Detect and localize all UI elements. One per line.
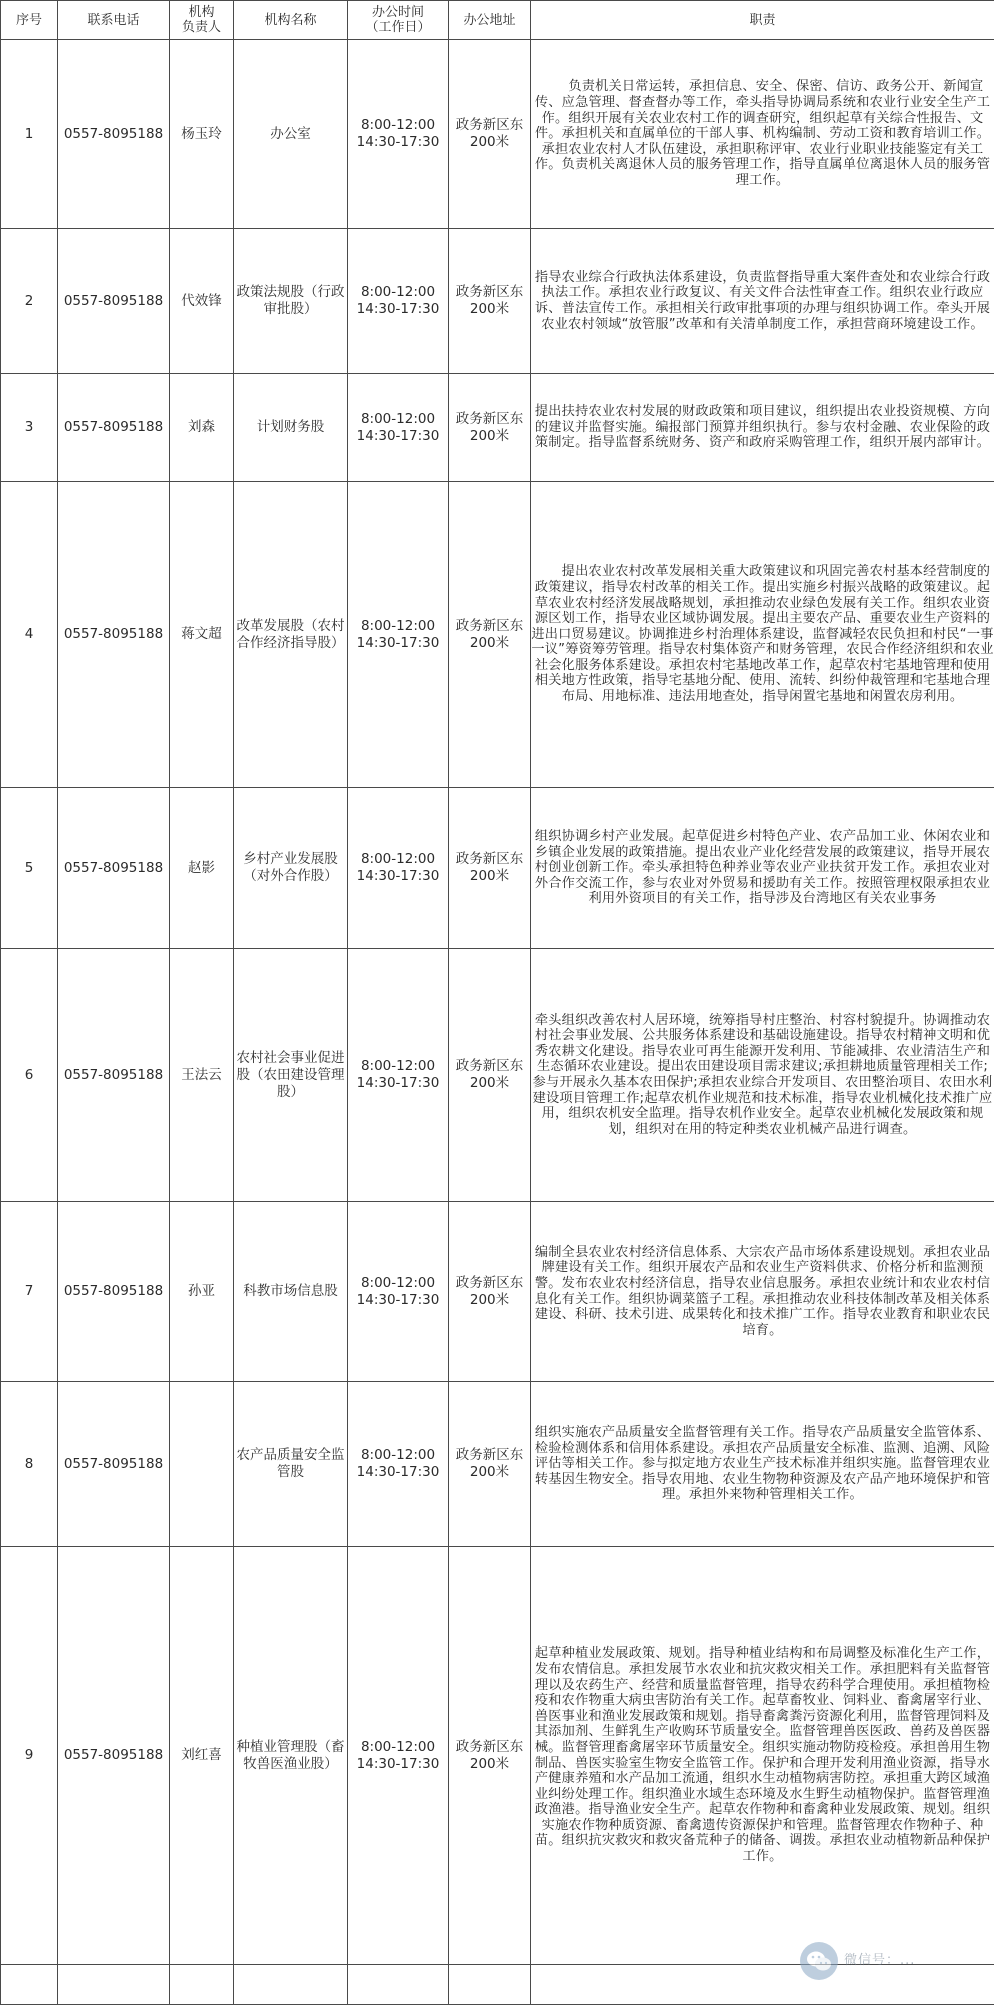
- cell-org: 种植业管理股（畜牧兽医渔业股）: [234, 1547, 348, 1965]
- cell-address: 政务新区东200米: [449, 1382, 531, 1547]
- cell-leader: 刘森: [170, 374, 234, 482]
- cell-org: 政策法规股（行政审批股）: [234, 229, 348, 374]
- table-row: [1, 949, 994, 1202]
- table-header: [1, 1, 994, 40]
- cell-org: 办公室: [234, 40, 348, 229]
- cell-seq: 6: [1, 949, 58, 1202]
- cell-address: 政务新区东200米: [449, 40, 531, 229]
- cell-duty: 指导农业综合行政执法体系建设，负责监督指导重大案件查处和农业综合行政执法工作。承担农业行政复议、有关文件合法性审查工作。组织农业行政应诉、普法宣传工作。承担相关行政审批事项的办理与组织协调工作。牵头开展农业农村领域“放管服”改革和有关清单制度工作，承担营商环境建设工作。: [531, 229, 994, 374]
- cell-duty: 负责机关日常运转，承担信息、安全、保密、信访、政务公开、新闻宣传、应急管理、督查督办等工作，牵头指导协调局系统和农业行业安全生产工作。组织开展有关农业农村工作的调查研究，组织起草有关综合性报告、文件。承担机关和直属单位的干部人事、机构编制、劳动工资和教育培训工作。承担农业农村人才队伍建设，承担职称评审、农业行业职业技能鉴定有关工作。负责机关离退休人员的服务管理工作，指导直属单位离退休人员的服务管理工作。: [531, 40, 994, 229]
- cell-seq: 8: [1, 1382, 58, 1547]
- table-row: [1, 1202, 994, 1382]
- header-hours: 办公时间 （工作日）: [348, 1, 449, 40]
- header-duty: 职责: [531, 1, 994, 40]
- header-org: 机构名称: [234, 1, 348, 40]
- cell-address: 政务新区东200米: [449, 229, 531, 374]
- cell-duty: 提出农业农村改革发展相关重大政策建议和巩固完善农村基本经营制度的政策建议，指导农村改革的相关工作。提出实施乡村振兴战略的政策建议。起草农业农村经济发展战略规划，承担推动农业绿色发展有关工作。组织农业资源区划工作，指导农业区域协调发展。提出主要农产品、重要农业生产资料的进出口贸易建议。协调推进乡村治理体系建设，监督减轻农民负担和村民“一事一议”筹资筹劳管理。指导农村集体资产和财务管理，农民合作经济组织和农业社会化服务体系建设。承担农村宅基地改革工作，起草农村宅基地管理和使用相关地方性政策，指导宅基地分配、使用、流转、纠纷仲裁管理和宅基地合理布局、用地标准、违法用地查处，指导闲置宅基地和闲置农房利用。: [531, 482, 994, 788]
- cell-phone: 0557-8095188: [58, 1547, 170, 1965]
- table-body: [1, 40, 994, 2005]
- cell-phone: 0557-8095188: [58, 229, 170, 374]
- cell-hours: 8:00-12:00 14:30-17:30: [348, 1382, 449, 1547]
- table-row: [1, 1382, 994, 1547]
- cell-hours: 8:00-12:00 14:30-17:30: [348, 374, 449, 482]
- cell-seq: 9: [1, 1547, 58, 1965]
- header-leader: 机构 负责人: [170, 1, 234, 40]
- cell-phone: 0557-8095188: [58, 482, 170, 788]
- cell-address: 政务新区东200米: [449, 482, 531, 788]
- cell-phone: 0557-8095188: [58, 788, 170, 949]
- cell-seq: 7: [1, 1202, 58, 1382]
- cell-address: 政务新区东200米: [449, 788, 531, 949]
- header-row: [1, 1, 994, 40]
- cell-leader: 赵影: [170, 788, 234, 949]
- cell-org: 农村社会事业促进股（农田建设管理股）: [234, 949, 348, 1202]
- cell-leader: 代效锋: [170, 229, 234, 374]
- table-row: [1, 229, 994, 374]
- cell-org: 改革发展股（农村合作经济指导股）: [234, 482, 348, 788]
- header-address: 办公地址: [449, 1, 531, 40]
- cell-leader: 孙亚: [170, 1202, 234, 1382]
- cell-address: 政务新区东200米: [449, 374, 531, 482]
- cell-leader: 蒋文超: [170, 482, 234, 788]
- cell-duty: 提出扶持农业农村发展的财政政策和项目建议，组织提出农业投资规模、方向的建议并监督实施。编报部门预算并组织执行。参与农村金融、农业保险的政策制定。指导监督系统财务、资产和政府采购管理工作，组织开展内部审计。: [531, 374, 994, 482]
- table-row: [1, 1547, 994, 1965]
- cell-org: 乡村产业发展股（对外合作股）: [234, 788, 348, 949]
- cell-hours: 8:00-12:00 14:30-17:30: [348, 788, 449, 949]
- header-phone: 联系电话: [58, 1, 170, 40]
- cell-duty: 编制全县农业农村经济信息体系、大宗农产品市场体系建设规划。承担农业品牌建设有关工作。组织开展农产品和农业生产资料供求、价格分析和监测预警。发布农业农村经济信息，指导农业信息服务。承担农业统计和农业农村信息化有关工作。组织协调菜篮子工程。承担推动农业科技体制改革及相关体系建设、科研、技术引进、成果转化和技术推广工作。指导农业教育和职业农民培育。: [531, 1202, 994, 1382]
- cell-org: 科教市场信息股: [234, 1202, 348, 1382]
- cell-phone: 0557-8095188: [58, 1202, 170, 1382]
- cell-phone: 0557-8095188: [58, 374, 170, 482]
- cell-seq: 1: [1, 40, 58, 229]
- table-row: [1, 788, 994, 949]
- cell-leader: 王法云: [170, 949, 234, 1202]
- cell-duty: 组织实施农产品质量安全监督管理有关工作。指导农产品质量安全监管体系、检验检测体系和信用体系建设。承担农产品质量安全标准、监测、追溯、风险评估等相关工作。参与拟定地方农业生产技术标准并组织实施。监督管理农业转基因生物安全。指导农用地、农业生物物种资源及农产品产地环境保护和管理。承担外来物种管理相关工作。: [531, 1382, 994, 1547]
- header-seq: 序号: [1, 1, 58, 40]
- cell-seq: 3: [1, 374, 58, 482]
- cell-address: 政务新区东200米: [449, 949, 531, 1202]
- cell-phone: 0557-8095188: [58, 1382, 170, 1547]
- cell-org: 计划财务股: [234, 374, 348, 482]
- cell-hours: 8:00-12:00 14:30-17:30: [348, 1547, 449, 1965]
- cell-hours: 8:00-12:00 14:30-17:30: [348, 482, 449, 788]
- cell-seq: 4: [1, 482, 58, 788]
- table-row: [1, 374, 994, 482]
- table-row-partial: [1, 1965, 994, 2005]
- cell-phone: 0557-8095188: [58, 949, 170, 1202]
- cell-duty: 组织协调乡村产业发展。起草促进乡村特色产业、农产品加工业、休闲农业和乡镇企业发展的政策措施。提出农业产业化经营发展的政策建议，指导开展农村创业创新工作。牵头承担特色种养业等农业产业扶贫开发工作。承担农业对外合作交流工作，参与农业对外贸易和援助有关工作。按照管理权限承担农业利用外资项目的有关工作，指导涉及台湾地区有关农业事务: [531, 788, 994, 949]
- cell-org: 农产品质量安全监管股: [234, 1382, 348, 1547]
- cell-seq: 5: [1, 788, 58, 949]
- cell-hours: 8:00-12:00 14:30-17:30: [348, 949, 449, 1202]
- cell-duty: 牵头组织改善农村人居环境，统筹指导村庄整治、村容村貌提升。协调推动农村社会事业发展、公共服务体系建设和基础设施建设。指导农村精神文明和优秀农耕文化建设。指导农业可再生能源开发利用、节能减排、农业清洁生产和生态循环农业建设。提出农田建设项目需求建议;承担耕地质量管理相关工作;参与开展永久基本农田保护;承担农业综合开发项目、农田整治项目、农田水利建设项目管理工作;起草农机作业规范和技术标准，指导农业机械化技术推广应用，组织农机安全监理。指导农机作业安全。起草农业机械化发展政策和规划，组织对在用的特定种类农业机械产品进行调查。: [531, 949, 994, 1202]
- table-row: [1, 40, 994, 229]
- table-row: [1, 482, 994, 788]
- cell-hours: 8:00-12:00 14:30-17:30: [348, 229, 449, 374]
- cell-hours: 8:00-12:00 14:30-17:30: [348, 40, 449, 229]
- cell-leader: 刘红喜: [170, 1547, 234, 1965]
- cell-duty: 起草种植业发展政策、规划。指导种植业结构和布局调整及标准化生产工作，发布农情信息。承担发展节水农业和抗灾救灾相关工作。承担肥料有关监督管理以及农药生产、经营和质量监督管理，指导农药科学合理使用。承担植物检疫和农作物重大病虫害防治有关工作。起草畜牧业、饲料业、畜禽屠宰行业、兽医事业和渔业发展政策和规划。指导畜禽粪污资源化利用，监督管理饲料及其添加剂、生鲜乳生产收购环节质量安全。监督管理兽医医政、兽药及兽医器械。监督管理畜禽屠宰环节质量安全。组织实施动物防疫检疫。承担兽用生物制品、兽医实验室生物安全监管工作。保护和合理开发利用渔业资源，指导水产健康养殖和水产品加工流通，组织水生动植物病害防控。承担重大跨区域渔业纠纷处理工作。组织渔业水域生态环境及水生野生动植物保护。监督管理渔政渔港。指导渔业安全生产。起草农作物种和畜禽种业发展政策、规划。组织实施农作物种质资源、畜禽遗传资源保护和管理。监督管理农作物种子、种苗。组织抗灾救灾和救灾备荒种子的储备、调拨。承担农业动植物新品种保护工作。: [531, 1547, 994, 1965]
- cell-leader: [170, 1382, 234, 1547]
- cell-phone: 0557-8095188: [58, 40, 170, 229]
- cell-leader: 杨玉玲: [170, 40, 234, 229]
- watermark-text: 微信号：...: [844, 1953, 915, 1969]
- cell-address: 政务新区东200米: [449, 1202, 531, 1382]
- cell-seq: 2: [1, 229, 58, 374]
- cell-hours: 8:00-12:00 14:30-17:30: [348, 1202, 449, 1382]
- cell-address: 政务新区东200米: [449, 1547, 531, 1965]
